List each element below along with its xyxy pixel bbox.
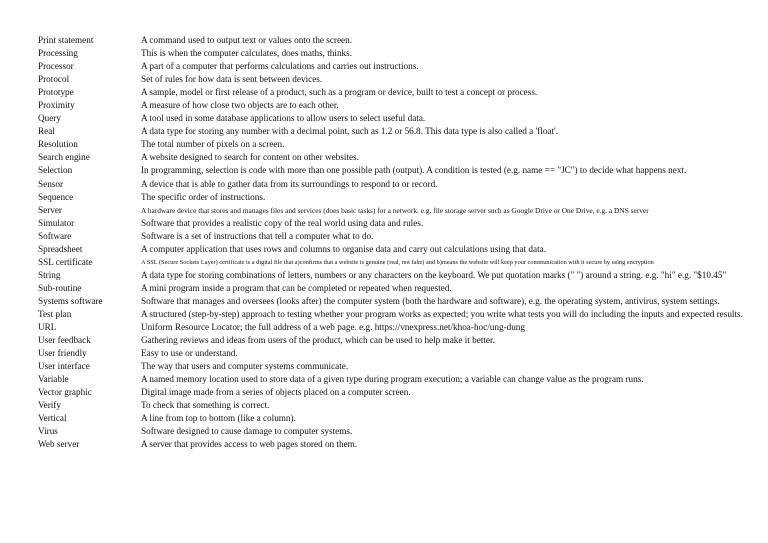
glossary-row: [38, 321, 753, 334]
definition-cell: A computer application that uses rows and columns to organise data and carry out calculations using that data.: [141, 243, 546, 254]
definition-cell: Uniform Resource Locator; the full address of a web page. e.g. https://vnexpress.net/khoa-hoc/ung-dung: [141, 322, 525, 333]
glossary-row: [38, 34, 753, 47]
definition-cell: Software that manages and oversees (looks after) the computer system (both the hardware and software), e.g. the operating system, antivirus, system settings.: [141, 295, 720, 306]
term-cell: Proximity: [38, 100, 75, 111]
glossary-row: [38, 230, 753, 243]
term-cell: Vector graphic: [38, 387, 92, 398]
glossary-row: [38, 438, 753, 451]
term-cell: Selection: [38, 165, 73, 176]
term-cell: Query: [38, 113, 61, 124]
glossary-row: [38, 60, 753, 73]
glossary-row: [38, 243, 753, 256]
term-cell: Verify: [38, 400, 61, 411]
definition-cell: A data type for storing any number with a decimal point, such as 1.2 or 56.8. This data type is also called a 'float'.: [141, 126, 558, 137]
glossary-row: [38, 256, 753, 269]
definition-cell: Easy to use or understand.: [141, 348, 238, 359]
definition-cell: Software designed to cause damage to computer systems.: [141, 426, 353, 437]
glossary-row: [38, 47, 753, 60]
term-cell: Systems software: [38, 295, 103, 306]
term-cell: Simulator: [38, 217, 75, 228]
term-cell: User feedback: [38, 335, 91, 346]
term-cell: User interface: [38, 361, 90, 372]
term-cell: Print statement: [38, 35, 94, 46]
term-cell: Sub-routine: [38, 282, 82, 293]
definition-cell: A sample, model or first release of a product, such as a program or device, built to test a concept or process.: [141, 87, 538, 98]
glossary-row: [38, 425, 753, 438]
definition-cell: The way that users and computer systems communicate.: [141, 361, 349, 372]
glossary-row: [38, 99, 753, 112]
term-cell: Prototype: [38, 87, 74, 98]
term-cell: Vertical: [38, 413, 67, 424]
definition-cell: In programming, selection is code with more than one possible path (output). A condition is tested (e.g. name == "JC") to decide what happens next.: [141, 165, 687, 176]
definition-cell: This is when the computer calculates, does maths, thinks.: [141, 48, 353, 59]
definition-cell: A tool used in some database applications to allow users to select useful data.: [141, 113, 426, 124]
definition-cell: A measure of how close two objects are to each other.: [141, 100, 339, 111]
definition-cell: Set of rules for how data is sent between devices.: [141, 74, 323, 85]
glossary-row: [38, 204, 753, 217]
term-cell: Sensor: [38, 178, 64, 189]
term-cell: SSL certificate: [38, 256, 93, 267]
definition-cell: Gathering reviews and ideas from users of the product, which can be used to help make it better.: [141, 335, 495, 346]
definition-cell: A SSL (Secure Sockets Layer) certificate is a digital file that a)confirms that a website is genuine (real, not fake) and b)means the website will keep your communication with it secure by using encryption: [141, 258, 654, 266]
glossary-row: [38, 295, 753, 308]
definition-cell: The specific order of instructions.: [141, 191, 266, 202]
glossary-row: [38, 164, 753, 177]
glossary-row: [38, 125, 753, 138]
term-cell: Sequence: [38, 191, 74, 202]
term-cell: Resolution: [38, 139, 78, 150]
definition-cell: A line from top to bottom (like a column).: [141, 413, 296, 424]
definition-cell: The total number of pixels on a screen.: [141, 139, 285, 150]
glossary-row: [38, 269, 753, 282]
glossary-row: [38, 191, 753, 204]
definition-cell: A mini program inside a program that can be completed or repeated when requested.: [141, 282, 452, 293]
term-cell: Spreadsheet: [38, 243, 83, 254]
definition-cell: A command used to output text or values onto the screen.: [141, 35, 353, 46]
definition-cell: A device that is able to gather data from its surroundings to respond to or record.: [141, 178, 438, 189]
glossary-row: [38, 373, 753, 386]
definition-cell: Digital image made from a series of objects placed on a computer screen.: [141, 387, 411, 398]
term-cell: Software: [38, 230, 72, 241]
definition-cell: Software that provides a realistic copy of the real world using data and rules.: [141, 217, 424, 228]
glossary-row: [38, 73, 753, 86]
term-cell: Server: [38, 204, 62, 215]
term-cell: String: [38, 269, 61, 280]
term-cell: Test plan: [38, 309, 72, 319]
definition-cell: To check that something is correct.: [141, 400, 270, 411]
glossary-row: [38, 308, 753, 321]
glossary-row: [38, 399, 753, 412]
term-cell: URL: [38, 322, 57, 333]
glossary-row: [38, 412, 753, 425]
definition-cell: A server that provides access to web pages stored on them.: [141, 439, 358, 450]
glossary-row: [38, 151, 753, 164]
definition-cell: A data type for storing combinations of letters, numbers or any characters on the keyboard. We put quotation marks (" ") around a string. e.g. "hi" e.g. "$10.45": [141, 269, 727, 280]
glossary-table: [38, 34, 753, 452]
term-cell: Virus: [38, 426, 58, 437]
glossary-row: [38, 138, 753, 151]
term-cell: Protocol: [38, 74, 70, 85]
definition-cell: A hardware device that stores and manages files and services (does basic tasks) for a network. e.g. file storage server such as Google Drive or One Drive, e.g. a DNS server: [141, 205, 649, 215]
definition-cell: A named memory location used to store data of a given type during program execution; a variable can change value as the program runs.: [141, 374, 644, 385]
definition-cell: A structured (step-by-step) approach to testing whether your program works as expected; you write what tests you will do including the inputs and expected results.: [141, 309, 743, 319]
glossary-row: [38, 178, 753, 191]
glossary-row: [38, 334, 753, 347]
glossary-row: [38, 360, 753, 373]
glossary-row: [38, 347, 753, 360]
definition-cell: Software is a set of instructions that tell a computer what to do.: [141, 230, 374, 241]
definition-cell: A website designed to search for content on other websites.: [141, 152, 359, 163]
glossary-row: [38, 217, 753, 230]
term-cell: Web server: [38, 439, 80, 450]
glossary-row: [38, 386, 753, 399]
term-cell: User friendly: [38, 348, 87, 359]
term-cell: Processor: [38, 61, 74, 72]
term-cell: Variable: [38, 374, 69, 385]
term-cell: Search engine: [38, 152, 90, 163]
glossary-row: [38, 112, 753, 125]
glossary-row: [38, 86, 753, 99]
term-cell: Real: [38, 126, 55, 137]
term-cell: Processing: [38, 48, 78, 59]
glossary-row: [38, 282, 753, 295]
definition-cell: A part of a computer that performs calculations and carries out instructions.: [141, 61, 419, 72]
